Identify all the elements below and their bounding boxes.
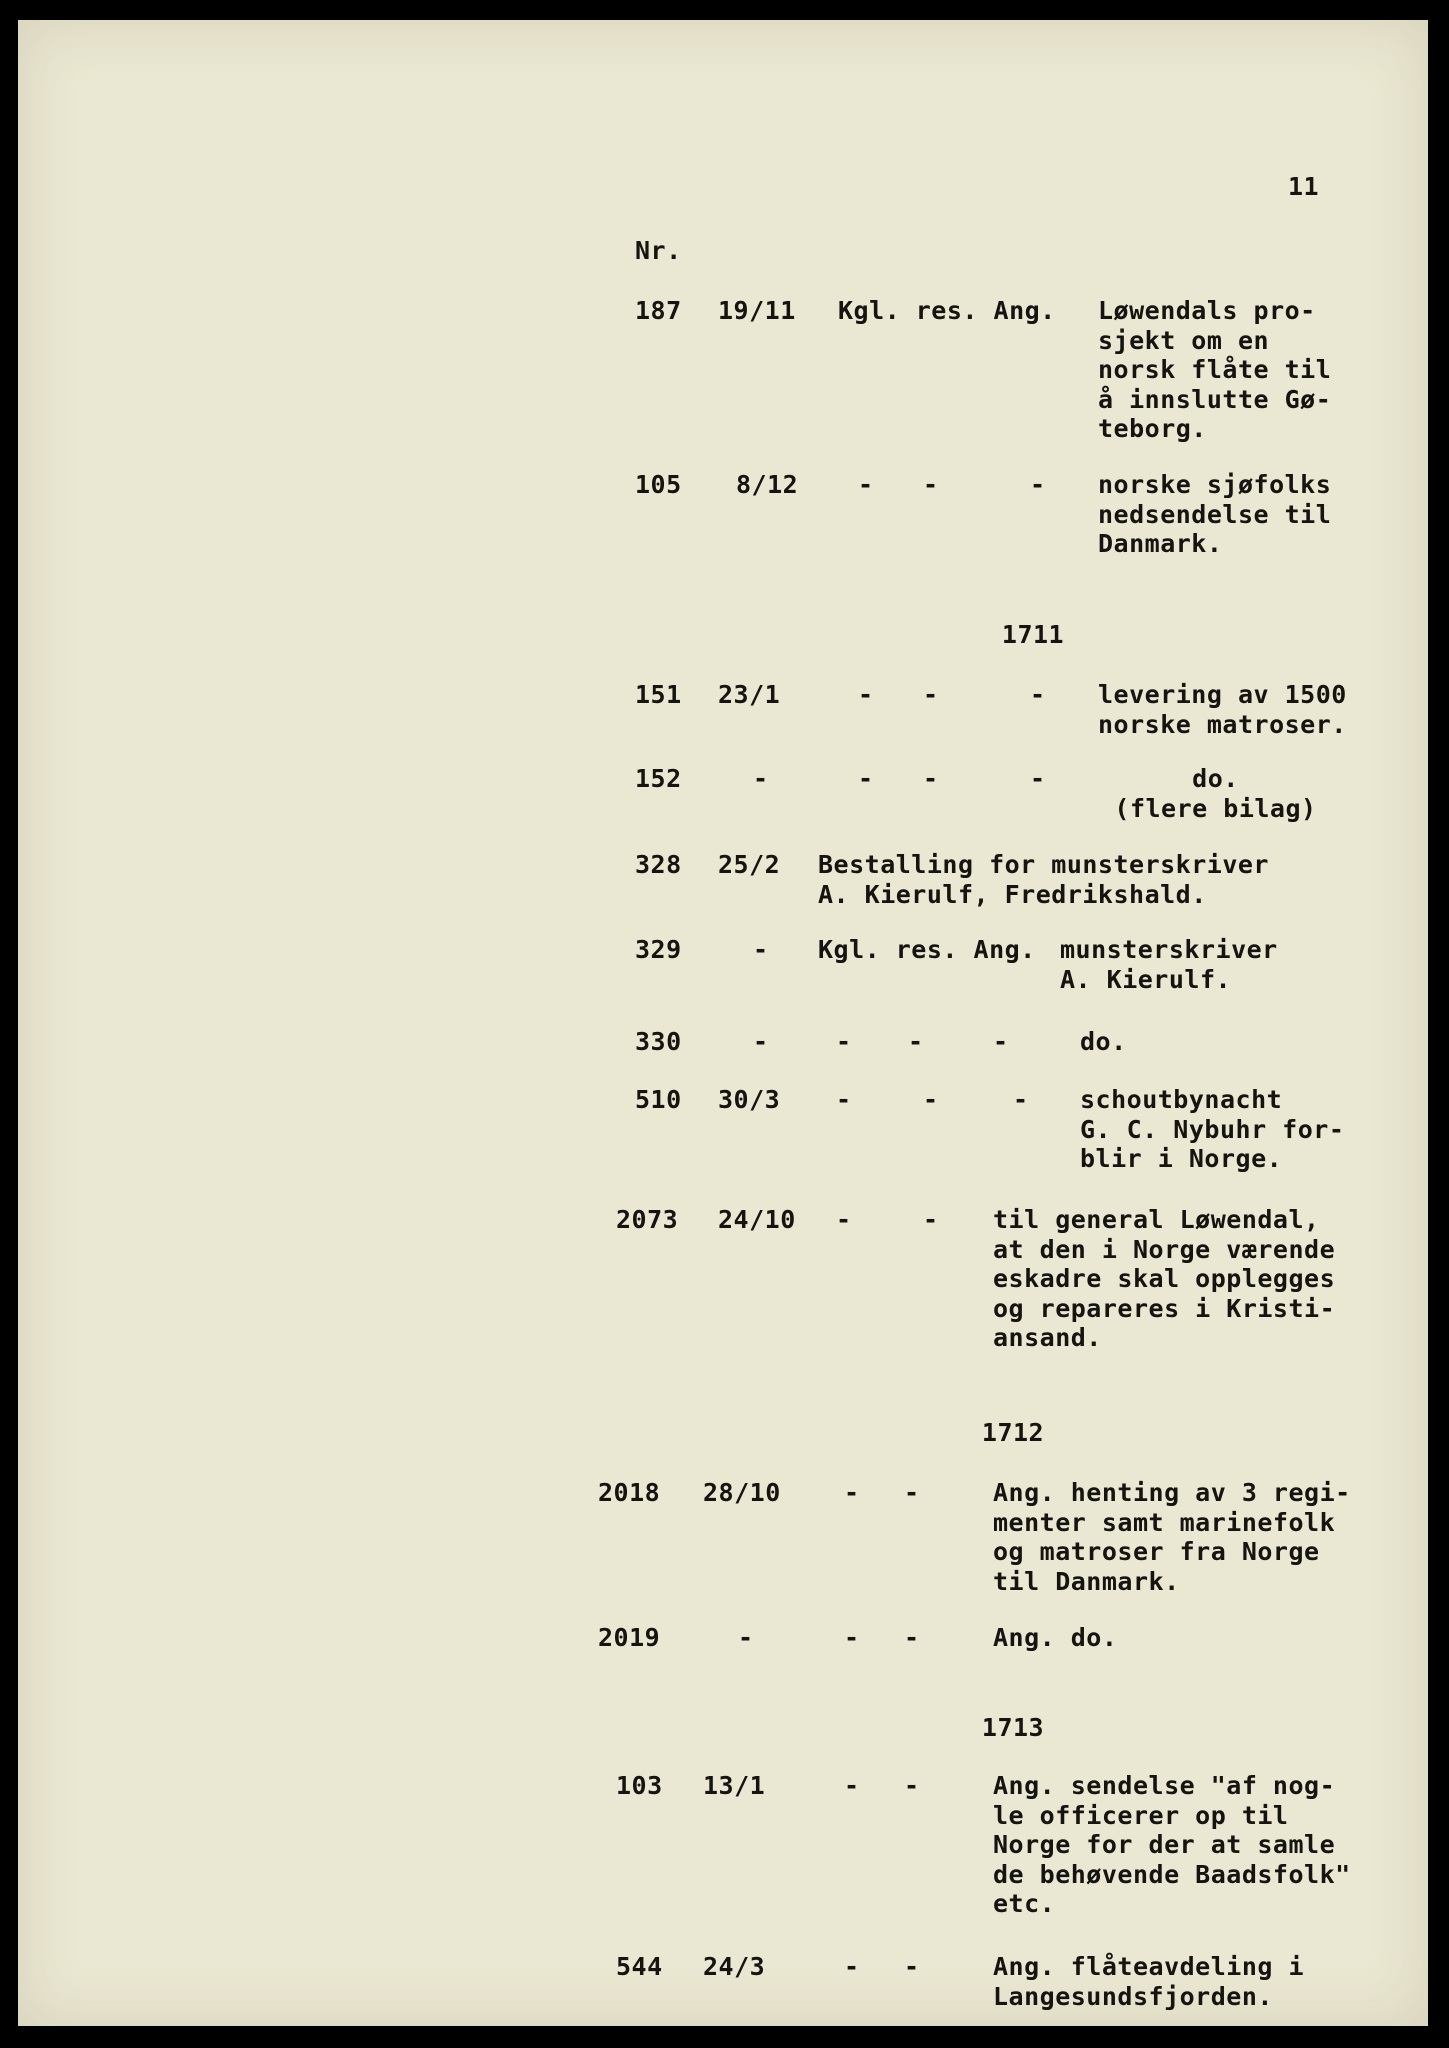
entry-number: 329: [635, 935, 682, 964]
entry-resolution-type: Kgl. res. Ang.: [838, 296, 1056, 325]
ditto-dash: -: [858, 764, 874, 793]
year-heading-1712: 1712: [981, 1418, 1045, 1447]
entry-number: 187: [635, 296, 682, 325]
entry-description: schoutbynacht G. C. Nybuhr for- blir i Norge.: [1080, 1085, 1345, 1173]
entry-date: 23/1: [718, 680, 781, 709]
page-number: 11: [1288, 172, 1320, 201]
entry-date: 30/3: [718, 1085, 781, 1114]
entry-date: 19/11: [718, 296, 796, 325]
entry-number: 151: [635, 680, 682, 709]
entry-description: munsterskriver A. Kierulf.: [1060, 935, 1278, 994]
ditto-dash: -: [844, 1623, 860, 1652]
ditto-dash: -: [923, 470, 939, 499]
entry-number: 2019: [598, 1623, 661, 1652]
ditto-dash: -: [923, 1085, 939, 1114]
ditto-dash: -: [908, 1027, 924, 1056]
entry-number: 105: [635, 470, 682, 499]
ditto-dash: -: [923, 680, 939, 709]
year-heading-1711: 1711: [1001, 620, 1065, 649]
entry-number: 152: [635, 764, 682, 793]
ditto-dash: -: [836, 1027, 852, 1056]
entry-description: do. (flere bilag): [1114, 764, 1317, 823]
entry-date: -: [753, 1027, 769, 1056]
document-page: [18, 20, 1428, 2026]
ditto-dash: -: [1030, 680, 1046, 709]
ditto-dash: -: [904, 1478, 920, 1507]
entry-number: 2073: [616, 1205, 679, 1234]
entry-number: 328: [635, 850, 682, 879]
ditto-dash: -: [858, 680, 874, 709]
ditto-dash: -: [923, 764, 939, 793]
entry-number: 510: [635, 1085, 682, 1114]
entry-date: 24/10: [718, 1205, 796, 1234]
ditto-dash: -: [1030, 470, 1046, 499]
ditto-dash: -: [904, 1771, 920, 1800]
entry-date: 28/10: [703, 1478, 781, 1507]
ditto-dash: -: [844, 1771, 860, 1800]
column-header-nr: Nr.: [635, 236, 682, 265]
ditto-dash: -: [904, 1952, 920, 1981]
ditto-dash: -: [1013, 1085, 1029, 1114]
ditto-dash: -: [836, 1085, 852, 1114]
entry-description: levering av 1500 norske matroser.: [1098, 680, 1347, 739]
entry-description: Ang. sendelse "af nog- le officerer op til Norge for der at samle de behøvende Baadsfolk" etc.: [993, 1771, 1351, 1918]
entry-number: 2018: [598, 1478, 661, 1507]
entry-description: Ang. flåteavdeling i Langesundsfjorden.: [993, 1952, 1305, 2011]
entry-description: do.: [1080, 1027, 1127, 1056]
entry-description: norske sjøfolks nedsendelse til Danmark.: [1098, 470, 1332, 558]
entry-description: til general Løwendal, at den i Norge værende eskadre skal opplegges og repareres i Kristi- ansand.: [993, 1205, 1336, 1352]
entry-number: 330: [635, 1027, 682, 1056]
entry-date: -: [753, 935, 769, 964]
ditto-dash: -: [1030, 764, 1046, 793]
ditto-dash: -: [836, 1205, 852, 1234]
entry-description: Bestalling for munsterskriver A. Kierulf, Fredrikshald.: [818, 850, 1269, 909]
entry-description: Ang. do.: [993, 1623, 1118, 1652]
ditto-dash: -: [923, 1205, 939, 1234]
ditto-dash: -: [844, 1478, 860, 1507]
year-heading-1713: 1713: [981, 1713, 1045, 1742]
entry-resolution-type: Kgl. res. Ang.: [818, 935, 1036, 964]
entry-number: 103: [616, 1771, 663, 1800]
entry-date: 8/12: [736, 470, 799, 499]
ditto-dash: -: [858, 470, 874, 499]
entry-description: Løwendals pro- sjekt om en norsk flåte til å innslutte Gø- teborg.: [1098, 296, 1332, 443]
entry-description: Ang. henting av 3 regi- menter samt marinefolk og matroser fra Norge til Danmark.: [993, 1478, 1351, 1596]
entry-date: -: [738, 1623, 754, 1652]
entry-date: 25/2: [718, 850, 781, 879]
entry-date: 24/3: [703, 1952, 766, 1981]
entry-number: 544: [616, 1952, 663, 1981]
ditto-dash: -: [904, 1623, 920, 1652]
ditto-dash: -: [993, 1027, 1009, 1056]
ditto-dash: -: [844, 1952, 860, 1981]
entry-date: 13/1: [703, 1771, 766, 1800]
entry-date: -: [753, 764, 769, 793]
